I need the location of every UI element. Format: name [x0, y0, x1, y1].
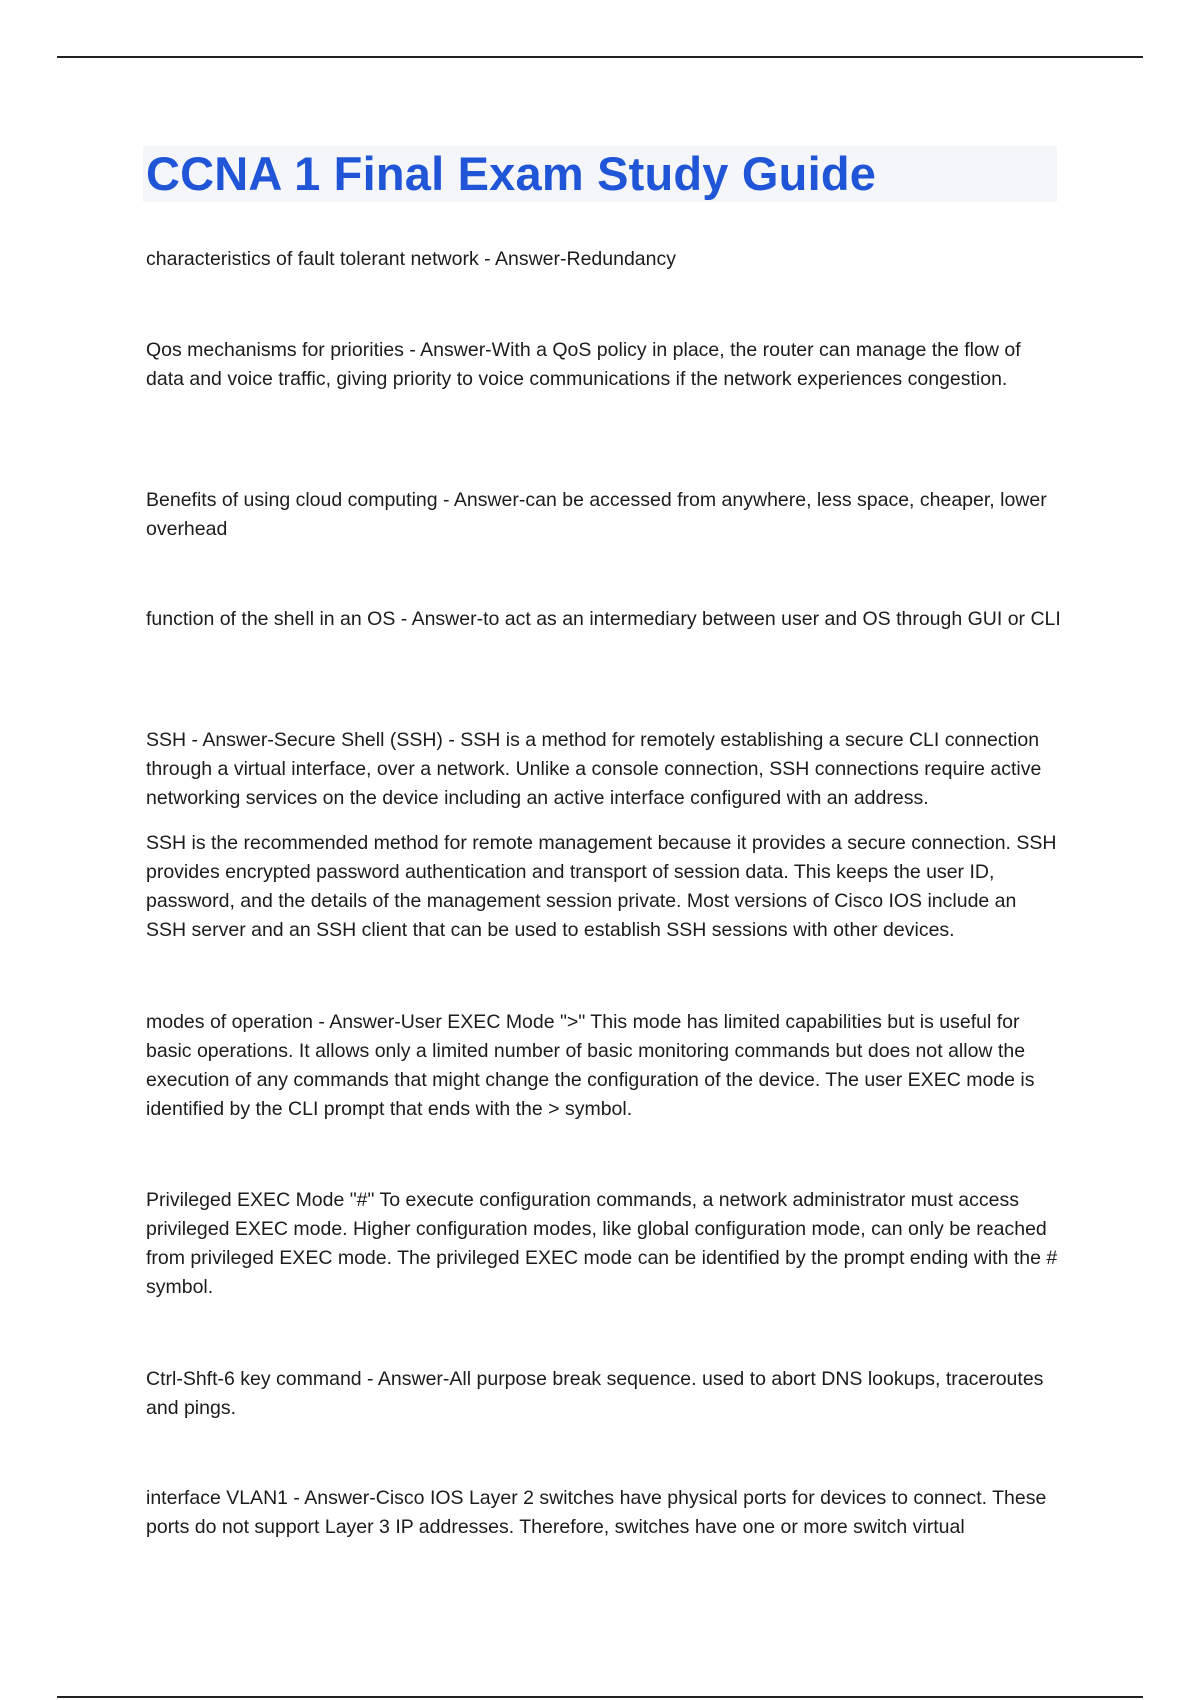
- qa-entry-qos: Qos mechanisms for priorities - Answer-With a QoS policy in place, the router can manage the flow of data and voice traffic, giving priority to voice communications if the network experiences congestion.: [146, 339, 1021, 390]
- qa-entry-shell: function of the shell in an OS - Answer-to act as an intermediary between user and OS through GUI or CLI: [146, 608, 1061, 630]
- qa-entry-fault-tolerance: characteristics of fault tolerant network - Answer-Redundancy: [146, 248, 676, 270]
- top-rule: [57, 56, 1143, 58]
- qa-entry-modes-of-operation: modes of operation - Answer-User EXEC Mode ">" This mode has limited capabilities but is useful for basic operations. It allows only a limited number of basic monitoring commands but does not allow the execution of any commands that might change the configuration of the device. The user EXEC mode is identified by the CLI prompt that ends with the > symbol.: [146, 1011, 1035, 1120]
- qa-entry-privileged-exec: Privileged EXEC Mode "#" To execute configuration commands, a network administrator must access privileged EXEC mode. Higher configuration modes, like global configuration mode, can only be reached from privileged EXEC mode. The privileged EXEC mode can be identified by the prompt ending with the # symbol.: [146, 1189, 1058, 1298]
- document-title: CCNA 1 Final Exam Study Guide: [146, 147, 877, 200]
- qa-entry-ssh-continued: SSH is the recommended method for remote management because it provides a secure connection. SSH provides encrypted password authentication and transport of session data. This keeps the user ID, password, and the details of the management session private. Most versions of Cisco IOS include an SSH server and an SSH client that can be used to establish SSH sessions with other devices.: [146, 832, 1057, 941]
- qa-entry-ctrl-shift-6: Ctrl-Shft-6 key command - Answer-All purpose break sequence. used to abort DNS lookups, traceroutes and pings.: [146, 1368, 1044, 1419]
- qa-entry-ssh: SSH - Answer-Secure Shell (SSH) - SSH is a method for remotely establishing a secure CLI connection through a virtual interface, over a network. Unlike a console connection, SSH connections require active networking services on the device including an active interface configured with an address.: [146, 729, 1042, 809]
- bottom-rule: [57, 1696, 1143, 1698]
- qa-entry-cloud-computing: Benefits of using cloud computing - Answer-can be accessed from anywhere, less space, cheaper, lower overhead: [146, 489, 1047, 540]
- qa-entry-interface-vlan1: interface VLAN1 - Answer-Cisco IOS Layer 2 switches have physical ports for devices to connect. These ports do not support Layer 3 IP addresses. Therefore, switches have one or more switch virtual: [146, 1487, 1047, 1538]
